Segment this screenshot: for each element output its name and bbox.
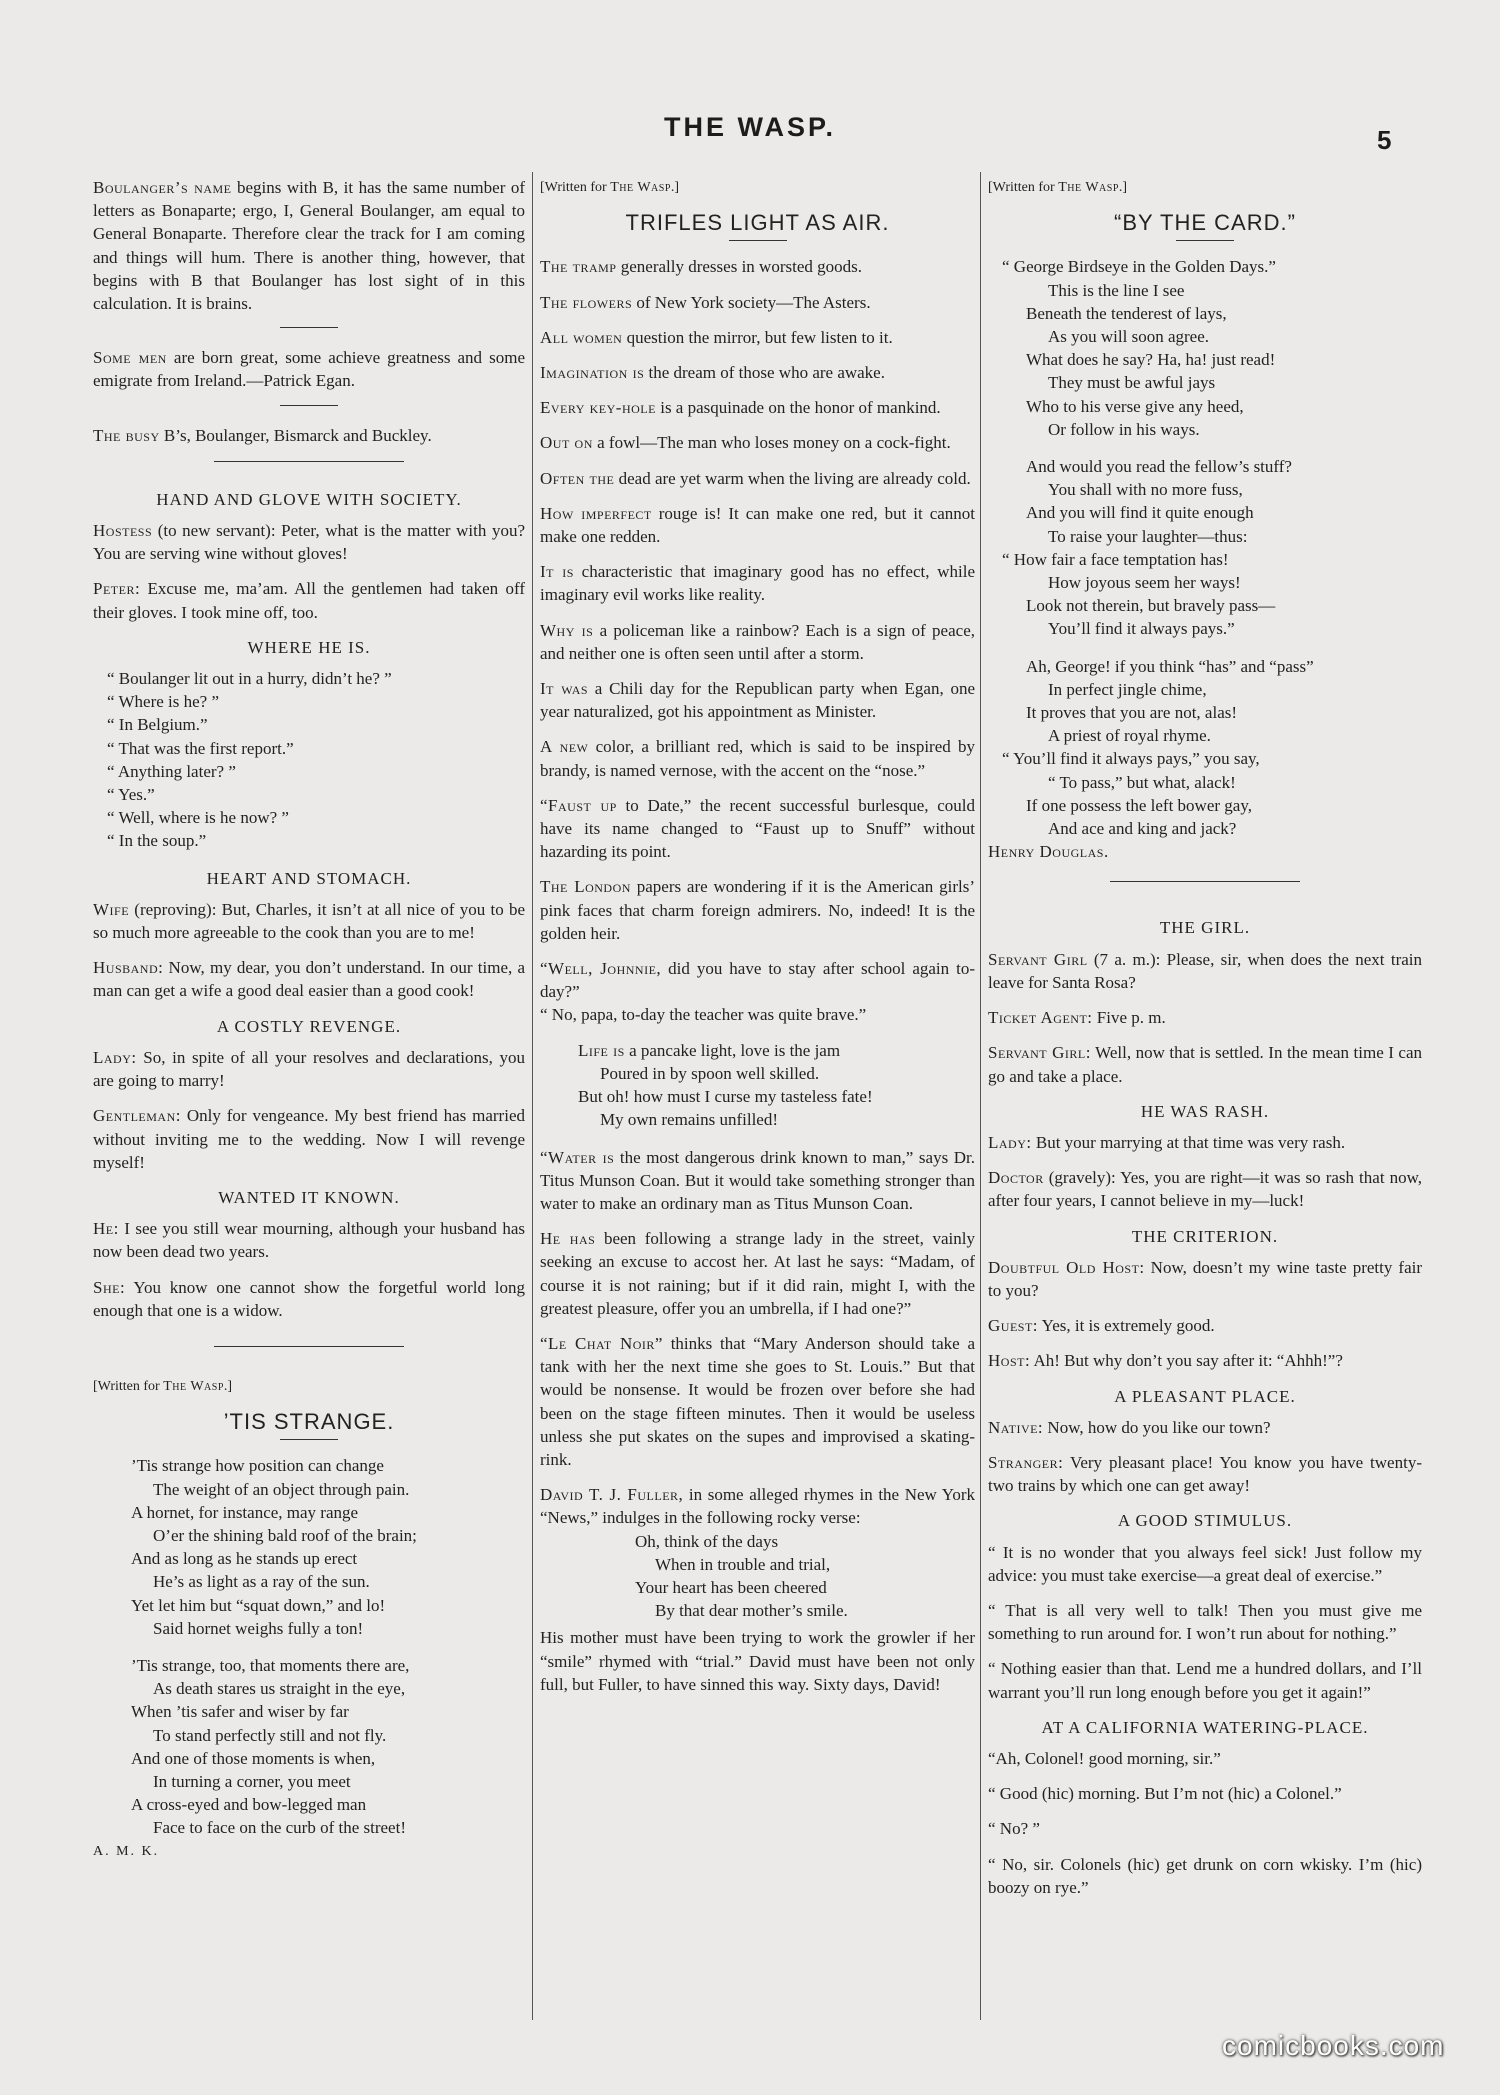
- separator-rule: [214, 461, 404, 462]
- section-heading: A PLEASANT PLACE.: [1114, 1386, 1296, 1406]
- paragraph: “Le Chat Noir” thinks that “Mary Anderson should take a tank with her the next time she goes to St. Louis.” But that would be nonsense. It would be frozen over before she had been on the stage fifteen minutes. Then it would be useless unless she put skates on the supes and improvised a skating-rink.: [540, 1333, 975, 1469]
- poem-line: To raise your laughter—thus:: [1048, 526, 1248, 546]
- paragraph: The tramp generally dresses in worsted goods.: [540, 257, 862, 277]
- paragraph: He has been following a strange lady in the street, vainly seeking an excuse to accost her. At last he says: “Madam, of course it is not raining; but if it did rain, might I, with the greatest pleasure, offer you an umbrella, if I had one?”: [540, 1229, 975, 1318]
- dialogue-line: Guest: Yes, it is extremely good.: [988, 1316, 1215, 1336]
- poem-line: How joyous seem her ways!: [1048, 573, 1241, 593]
- paragraph: “ No, papa, to-day the teacher was quite brave.”: [540, 1005, 867, 1025]
- poem-line: And one of those moments is when,: [131, 1748, 376, 1768]
- page-number: 5: [1377, 125, 1392, 155]
- poem-line: ’Tis strange, too, that moments there are,: [131, 1655, 410, 1675]
- poem-line: Your heart has been cheered: [635, 1577, 827, 1597]
- poem-line: “ George Birdseye in the Golden Days.”: [1002, 257, 1276, 277]
- dialogue-line: “ It is no wonder that you always feel sick! Just follow my advice: you must take exercise—a great deal of exercise.”: [988, 1542, 1422, 1585]
- column-1: [93, 176, 525, 2024]
- dialogue-line: “ Yes.”: [107, 785, 155, 805]
- dialogue-line: “ In Belgium.”: [107, 715, 208, 735]
- poem-line: Look not therein, but bravely pass—: [1026, 596, 1276, 616]
- poem-line: Beneath the tenderest of lays,: [1026, 303, 1227, 323]
- author-signature: A. M. K.: [93, 1843, 160, 1859]
- paragraph: “Water is the most dangerous drink known to man,” says Dr. Titus Munson Coan. But it would take something stronger than water to make an ordinary man as Titus Munson Coan.: [540, 1147, 975, 1213]
- poem-stanza: [93, 1654, 525, 1840]
- dialogue-line: Host: Ah! But why don’t you say after it: “Ahhh!”?: [988, 1351, 1343, 1371]
- dialogue-line: Ticket Agent: Five p. m.: [988, 1008, 1166, 1028]
- poem-line: My own remains unfilled!: [600, 1110, 778, 1130]
- section-heading: WHERE HE IS.: [247, 637, 371, 657]
- watermark-text: comicbooks.com: [1222, 2030, 1445, 2061]
- paragraph: A new color, a brilliant red, which is said to be inspired by brandy, is named vernose, with the accent on the “nose.”: [540, 737, 975, 780]
- poem-line: Face to face on the curb of the street!: [153, 1818, 406, 1838]
- poem-line: And you will find it quite enough: [1026, 503, 1254, 523]
- paragraph: His mother must have been trying to work the growler if her “smile” rhymed with “trial.” David must have been not only full, but Fuller, to have sinned this way. Sixty days, David!: [540, 1628, 975, 1694]
- separator-rule: [729, 240, 787, 241]
- poem-line: ’Tis strange how position can change: [131, 1456, 384, 1476]
- verse: [540, 1530, 975, 1623]
- poem-line: As you will soon agree.: [1048, 327, 1210, 347]
- poem-line: And would you read the fellow’s stuff?: [1026, 457, 1292, 477]
- dialogue-line: Lady: So, in spite of all your resolves and declarations, you are going to marry!: [93, 1047, 525, 1091]
- column-divider: [532, 172, 533, 2020]
- poem-line: Oh, think of the days: [635, 1531, 779, 1551]
- poem-line: The weight of an object through pain.: [153, 1479, 410, 1499]
- paragraph: Some men are born great, some achieve greatness and some emigrate from Ireland.—Patrick Egan.: [93, 348, 525, 391]
- poem-line: “ To pass,” but what, alack!: [1048, 772, 1236, 792]
- separator-rule: [1110, 881, 1300, 882]
- poem-line: O’er the shining bald roof of the brain;: [153, 1525, 417, 1545]
- dialogue-line: Servant Girl (7 a. m.): Please, sir, when does the next train leave for Santa Rosa?: [988, 949, 1422, 992]
- poem-line: Said hornet weighs fully a ton!: [153, 1618, 364, 1638]
- poem-line: What does he say? Ha, ha! just read!: [1026, 350, 1276, 370]
- dialogue-line: Stranger: Very pleasant place! You know you have twenty-two trains by which one can get away!: [988, 1452, 1422, 1496]
- poem-stanza: [988, 455, 1422, 641]
- separator-rule: [214, 1346, 404, 1347]
- poem-line: Life is a pancake light, love is the jam: [578, 1040, 841, 1060]
- separator-rule: [280, 405, 338, 406]
- dialogue-line: “ Boulanger lit out in a hurry, didn’t he? ”: [107, 669, 392, 689]
- dialogue-line: “ Anything later? ”: [107, 761, 236, 781]
- poem-line: He’s as light as a ray of the sun.: [153, 1572, 370, 1592]
- section-heading: AT A CALIFORNIA WATERING-PLACE.: [1041, 1717, 1369, 1737]
- paragraph: How imperfect rouge is! It can make one red, but it cannot make one redden.: [540, 503, 975, 547]
- paragraph: The flowers of New York society—The Asters.: [540, 292, 871, 312]
- poem-line: A cross-eyed and bow-legged man: [131, 1795, 367, 1815]
- section-heading: HE WAS RASH.: [1140, 1101, 1270, 1121]
- poem-line: By that dear mother’s smile.: [655, 1601, 848, 1621]
- column-2: [540, 176, 975, 2024]
- dialogue-line: She: You know one cannot show the forgetful world long enough that one is a widow.: [93, 1277, 525, 1320]
- poem-line: It proves that you are not, alas!: [1026, 703, 1238, 723]
- separator-rule: [280, 1439, 338, 1440]
- section-heading: THE GIRL.: [1159, 918, 1251, 938]
- column-3: [988, 176, 1422, 2024]
- dialogue-line: Doubtful Old Host: Now, doesn’t my wine taste pretty fair to you?: [988, 1257, 1422, 1300]
- dialogue-line: Doctor (gravely): Yes, you are right—it was so rash that now, after four years, I cannot believe in my—luck!: [988, 1168, 1422, 1211]
- dialogue-line: “ No? ”: [988, 1819, 1040, 1839]
- section-heading: A GOOD STIMULUS.: [1117, 1511, 1293, 1531]
- poem-line: When in trouble and trial,: [655, 1554, 831, 1574]
- dialogue-line: Servant Girl: Well, now that is settled. In the mean time I can go and take a place.: [988, 1043, 1422, 1086]
- paragraph: The London papers are wondering if it is the American girls’ pink faces that charm foreign admirers. No, indeed! It is the golden heir.: [540, 877, 975, 943]
- dialogue-list: [93, 667, 525, 853]
- poem-line: When ’tis safer and wiser by far: [131, 1702, 349, 1722]
- section-heading: A COSTLY REVENGE.: [216, 1016, 402, 1036]
- poem-stanza: [988, 655, 1422, 841]
- verse: [540, 1039, 975, 1132]
- paragraph: Every key-hole is a pasquinade on the honor of mankind.: [540, 398, 941, 418]
- paragraph: Why is a policeman like a rainbow? Each is a sign of peace, and neither one is often seen until after a storm.: [540, 620, 975, 663]
- paragraph: “Well, Johnnie, did you have to stay after school again to-day?”: [540, 959, 975, 1002]
- dialogue-line: “ Well, where is he now? ”: [107, 808, 289, 828]
- poem-line: And ace and king and jack?: [1048, 819, 1237, 839]
- dialogue-line: “ Good (hic) morning. But I’m not (hic) a Colonel.”: [988, 1784, 1342, 1804]
- poem-line: In turning a corner, you meet: [153, 1771, 351, 1791]
- poem-line: As death stares us straight in the eye,: [153, 1679, 406, 1699]
- poem-line: They must be awful jays: [1048, 373, 1216, 393]
- dialogue-line: “Ah, Colonel! good morning, sir.”: [988, 1748, 1221, 1768]
- poem-line: A priest of royal rhyme.: [1048, 726, 1211, 746]
- dialogue-line: Husband: Now, my dear, you don’t understand. In our time, a man can get a wife a good deal easier than a good cook!: [93, 958, 525, 1001]
- separator-rule: [1176, 240, 1234, 241]
- paragraph: Imagination is the dream of those who are awake.: [540, 363, 885, 383]
- poem-line: If one possess the left bower gay,: [1026, 795, 1252, 815]
- author-signature: Henry Douglas.: [988, 842, 1109, 862]
- section-heading: HEART AND STOMACH.: [206, 868, 412, 888]
- separator-rule: [280, 327, 338, 328]
- dialogue-line: He: I see you still wear mourning, although your husband has now been dead two years.: [93, 1219, 525, 1262]
- paragraph: Out on a fowl—The man who loses money on a cock-fight.: [540, 433, 951, 453]
- article-title: TRIFLES LIGHT AS AIR.: [625, 210, 890, 236]
- poem-line: “ You’ll find it always pays,” you say,: [1002, 749, 1260, 769]
- poem-line: Yet let him but “squat down,” and lo!: [131, 1595, 386, 1615]
- poem-line: Ah, George! if you think “has” and “pass”: [1026, 656, 1314, 676]
- poem-stanza: [988, 255, 1422, 441]
- section-heading: THE CRITERION.: [1131, 1226, 1279, 1246]
- section-heading: HAND AND GLOVE WITH SOCIETY.: [156, 489, 462, 509]
- written-for-credit: [Written for The Wasp.]: [540, 180, 680, 195]
- poem-line: A hornet, for instance, may range: [131, 1502, 359, 1522]
- dialogue-line: “ That is all very well to talk! Then you must give me something to run around for. I won’t run about for nothing.”: [988, 1600, 1422, 1644]
- dialogue-line: Gentleman: Only for vengeance. My best friend has married without inviting me to the wedding. Now I will revenge myself!: [93, 1106, 525, 1172]
- poem-title: ’TIS STRANGE.: [223, 1409, 395, 1435]
- paragraph: “Faust up to Date,” the recent successful burlesque, could have its name changed to “Faust up to Snuff” without hazarding its point.: [540, 795, 975, 862]
- masthead-title: THE WASP.: [663, 112, 837, 142]
- poem-line: Poured in by spoon well skilled.: [600, 1063, 820, 1083]
- poem-line: But oh! how must I curse my tasteless fate!: [578, 1087, 873, 1107]
- poem-line: You’ll find it always pays.”: [1048, 619, 1235, 639]
- paragraph: David T. J. Fuller, in some alleged rhymes in the New York “News,” indulges in the following rocky verse:: [540, 1485, 975, 1528]
- poem-line: Who to his verse give any heed,: [1026, 396, 1244, 416]
- poem-title: “BY THE CARD.”: [1114, 210, 1296, 236]
- poem-line: In perfect jingle chime,: [1048, 679, 1207, 699]
- paragraph: It was a Chili day for the Republican party when Egan, one year naturalized, got his appointment as Minister.: [540, 679, 975, 722]
- poem-line: This is the line I see: [1048, 280, 1185, 300]
- column-divider: [980, 172, 981, 2020]
- dialogue-line: Peter: Excuse me, ma’am. All the gentlemen had taken off their gloves. I took mine off, too.: [93, 579, 525, 622]
- paragraph: All women question the mirror, but few listen to it.: [540, 327, 893, 347]
- poem-line: “ How fair a face temptation has!: [1002, 549, 1229, 569]
- dialogue-line: “ Nothing easier than that. Lend me a hundred dollars, and I’ll warrant you’ll run long enough before you get it again!”: [988, 1659, 1422, 1702]
- dialogue-line: “ Where is he? ”: [107, 692, 220, 712]
- dialogue-line: “ In the soup.”: [107, 831, 207, 851]
- paragraph: It is characteristic that imaginary good has no effect, while imaginary evil works like reality.: [540, 562, 975, 605]
- paragraph: The busy B’s, Boulanger, Bismarck and Buckley.: [93, 425, 432, 445]
- dialogue-line: “ No, sir. Colonels (hic) get drunk on corn wkisky. I’m (hic) boozy on rye.”: [988, 1854, 1422, 1897]
- dialogue-line: Wife (reproving): But, Charles, it isn’t at all nice of you to be so much more agreeable to the cook than you are to me!: [93, 899, 525, 943]
- paragraph: Often the dead are yet warm when the living are already cold.: [540, 468, 971, 488]
- poem-line: You shall with no more fuss,: [1048, 480, 1243, 500]
- dialogue-line: “ That was the first report.”: [107, 738, 294, 758]
- poem-line: To stand perfectly still and not fly.: [153, 1725, 387, 1745]
- written-for-credit: [Written for The Wasp.]: [93, 1378, 233, 1394]
- poem-stanza: [93, 1454, 525, 1640]
- poem-line: And as long as he stands up erect: [131, 1549, 358, 1569]
- dialogue-line: Native: Now, how do you like our town?: [988, 1417, 1271, 1437]
- written-for-credit: [Written for The Wasp.]: [988, 180, 1128, 195]
- dialogue-line: Hostess (to new servant): Peter, what is the matter with you? You are serving wine without gloves!: [93, 521, 525, 564]
- paragraph: Boulanger’s name begins with B, it has the same number of letters as Bonaparte; ergo, I, General Boulanger, am equal to General Bonaparte. Therefore clear the track for I am coming and things will hum. There is another thing, however, that begins with B that Boulanger has lost sight of in this calculation. It is brains.: [93, 178, 525, 314]
- dialogue-line: Lady: But your marrying at that time was very rash.: [988, 1132, 1346, 1152]
- poem-line: Or follow in his ways.: [1048, 419, 1200, 439]
- section-heading: WANTED IT KNOWN.: [218, 1187, 400, 1207]
